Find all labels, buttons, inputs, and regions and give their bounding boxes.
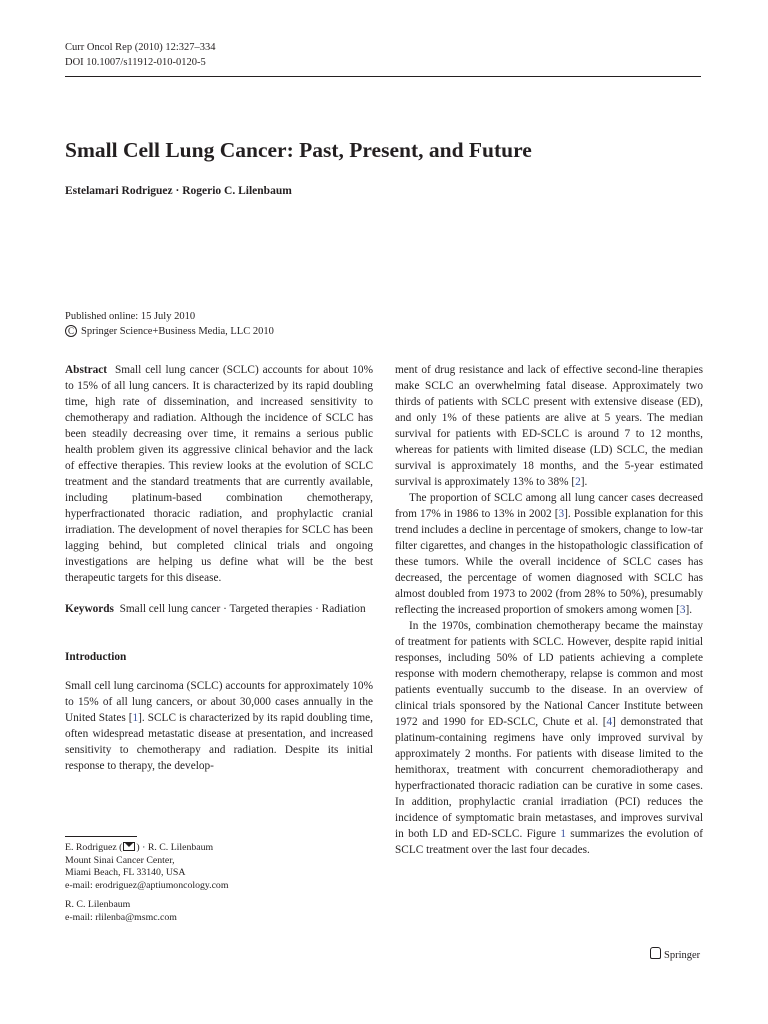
para3-text-a: In the 1970s, combination chemotherapy became the mainstay of treatment for patients with SCLC. However, despite rapid initial responses, including 50% of LD patients achieving a complete response with modern chemotherapy, relapse is common and most patients eventually succumb to the disease. In an overview of clinical trials sponsored by the National Cancer Institute between 1972 and 1990 for ED-SCLC, Chute et al. [: [395, 620, 703, 728]
author-list: Estelamari Rodriguez · Rogerio C. Lilenbaum: [65, 185, 292, 197]
footnote-rule: [65, 836, 137, 837]
spacer: [65, 892, 365, 899]
corr-author-b: ) · R. C. Lilenbaum: [136, 842, 214, 853]
envelope-icon: [123, 842, 135, 851]
reference-link[interactable]: 3: [558, 508, 565, 520]
email-line-2[interactable]: e-mail: rlilenba@msmc.com: [65, 911, 177, 923]
springer-horse-icon: [650, 947, 661, 959]
intro-text-a: Small cell lung carcinoma (SCLC) accounts for approximately 10% to 15% of all lung cancers, or about 30,000 cases annually in the United States [: [65, 680, 373, 724]
journal-header: [65, 40, 215, 70]
publisher-logo: [650, 947, 700, 963]
copyright-text: Springer Science+Business Media, LLC 2010: [81, 326, 274, 337]
article-title: Small Cell Lung Cancer: Past, Present, and Future: [65, 138, 532, 162]
para2-text-c: ].: [685, 604, 693, 616]
affiliation-line: Mount Sinai Cancer Center,: [65, 854, 175, 866]
reference-link[interactable]: 4: [606, 716, 613, 728]
copyright-icon: C: [65, 325, 77, 337]
header-rule: [65, 76, 701, 77]
abstract-label: Abstract: [65, 364, 108, 376]
publisher-name: Springer: [664, 950, 701, 961]
figure-link[interactable]: 1: [560, 828, 567, 840]
email-line-1[interactable]: e-mail: erodriguez@aptiumoncology.com: [65, 879, 229, 891]
second-author-name: R. C. Lilenbaum: [65, 899, 131, 910]
abstract-text: Small cell lung cancer (SCLC) accounts for about 10% to 15% of all lung cancers. It is characterized by its rapid doubling time, high rate of dissemination, and increased sensitivity to chemotherapy and radiation. Although the incidence of SCLC has been steadily decreasing over time, it remains a serious public health problem given its aggressive clinical behavior and the lack of effective therapies. This review looks at the evolution of SCLC treatment and the standard treatments that are currently available, including platinum-based combination chemotherapy, hyperfractionated thoracic radiation, and prophylactic cranial irradiation. The development of novel therapies for SCLC has been lagging behind, but completed clinical trials and ongoing investigations are helping us define what will be the best therapeutic targets for this disease.: [65, 364, 373, 584]
para1-text-b: ].: [580, 476, 588, 488]
doi-line: DOI 10.1007/s11912-010-0120-5: [65, 57, 206, 68]
para1-text-a: ment of drug resistance and lack of effective second-line therapies make SCLC an overwhelming fatal disease. Approximately two thirds of patients with SCLC present with extensive disease (ED), and only 1% of these patients are alive at 5 years. The median survival for patients with ED-SCLC is around 7 to 12 months, whereas for patients with limited disease (LD) SCLC, the median survival is approximately 18 months, and the 5-year estimated survival is approximately 13% to 38% [: [395, 364, 703, 488]
corresponding-authors: [65, 842, 365, 855]
corr-author-a: E. Rodriguez (: [65, 842, 123, 853]
address-line: Miami Beach, FL 33140, USA: [65, 867, 186, 878]
published-online: Published online: 15 July 2010: [65, 311, 196, 322]
journal-citation: Curr Oncol Rep (2010) 12:327–334: [65, 42, 216, 53]
abstract: [65, 362, 373, 586]
introduction-paragraph: [65, 678, 373, 774]
para3-text-b: ] demonstrated that platinum-containing regimens have only improved survival by approximately 2 months. For patients with disease limited to the hemithorax, treatment with concurrent chemoradiotherapy and hyperfractionated thoracic radiation can be curative in some cases. In addition, prophylactic cranial irradiation (PCI) reduces the incidence of symptomatic brain metastases, and improves survival in both LD and ED-SCLC. Figure: [395, 716, 703, 840]
copyright-line: [65, 324, 274, 339]
body-paragraph-2: [395, 490, 703, 618]
reference-link[interactable]: 3: [679, 604, 686, 616]
left-column: [65, 362, 373, 774]
reference-link[interactable]: 2: [575, 476, 581, 488]
keywords-text: Small cell lung cancer · Targeted therapies · Radiation: [119, 603, 366, 615]
introduction-heading: Introduction: [65, 651, 127, 663]
body-paragraph-1: [395, 362, 703, 490]
intro-text-b: ]. SCLC is characterized by its rapid doubling time, often widespread metastatic disease at presentation, and increased sensitivity to chemotherapy and radiation. Despite its initial response to therapy, the develop-: [65, 712, 373, 772]
keywords-label: Keywords: [65, 603, 114, 615]
para2-text-b: ]. Possible explanation for this trend includes a decline in percentage of smokers, change to low-tar filter cigarettes, and changes in the histopathologic classification of these tumors. While the overall incidence of SCLC cases has decreased, the percentage of women diagnosed with SCLC has almost doubled from 1973 to 2002 (from 28% to 50%), presumably reflecting the increased proportion of smokers among women [: [395, 508, 704, 616]
correspondence-block: [65, 842, 365, 924]
para3-text-c: summarizes the evolution of SCLC treatment over the last four decades.: [395, 828, 703, 856]
publication-info: [65, 309, 274, 339]
para2-text-a: The proportion of SCLC among all lung cancer cases decreased from 17% in 1986 to 13% in 2002 [: [395, 492, 703, 520]
body-paragraph-3: [395, 618, 703, 858]
keywords: [65, 601, 373, 617]
right-column: [395, 362, 703, 858]
reference-link[interactable]: 1: [132, 712, 139, 724]
